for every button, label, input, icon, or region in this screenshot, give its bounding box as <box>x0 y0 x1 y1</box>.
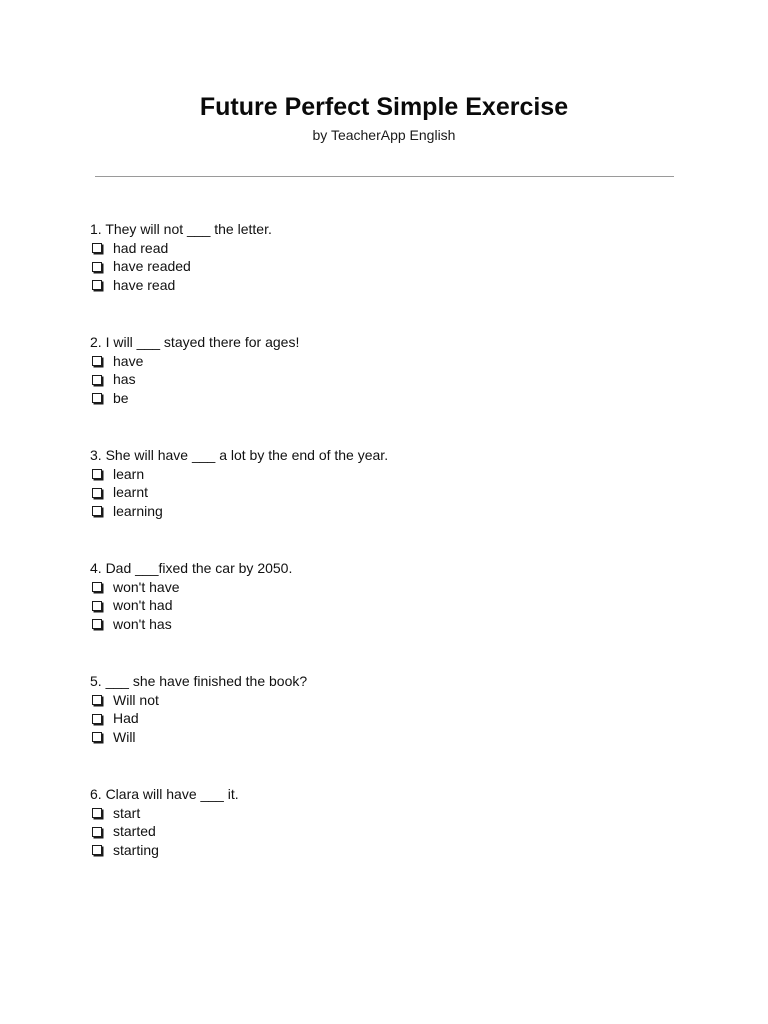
checkbox-icon[interactable] <box>92 506 102 516</box>
question-text: 6. Clara will have ___ it. <box>90 786 239 802</box>
checkbox-icon[interactable] <box>92 619 102 629</box>
question-text: 3. She will have ___ a lot by the end of the year. <box>90 447 389 463</box>
page-subtitle: by TeacherApp English <box>312 127 456 143</box>
option-label: have readed <box>113 258 191 275</box>
answer-option[interactable] <box>90 502 690 521</box>
checkbox-icon[interactable] <box>92 262 102 272</box>
checkbox-icon[interactable] <box>92 601 102 611</box>
answer-option[interactable] <box>90 483 690 502</box>
answer-option[interactable] <box>90 239 690 258</box>
answer-option[interactable] <box>90 465 690 484</box>
checkbox-icon[interactable] <box>92 582 102 592</box>
option-label: won't have <box>113 578 180 595</box>
checkbox-icon[interactable] <box>92 393 102 403</box>
checkbox-icon[interactable] <box>92 714 102 724</box>
answer-option[interactable] <box>90 352 690 371</box>
question-4 <box>90 559 690 634</box>
question-3 <box>90 446 690 521</box>
page-title: Future Perfect Simple Exercise <box>199 93 569 121</box>
option-label: have read <box>113 277 176 294</box>
checkbox-icon[interactable] <box>92 845 102 855</box>
option-label: Will not <box>113 691 159 708</box>
answer-option[interactable] <box>90 841 690 860</box>
answer-option[interactable] <box>90 389 690 408</box>
question-text: 5. ___ she have finished the book? <box>90 673 308 689</box>
option-label: had read <box>113 239 169 256</box>
question-1 <box>90 220 690 295</box>
option-label: learning <box>113 503 163 520</box>
checkbox-icon[interactable] <box>92 243 102 253</box>
answer-option[interactable] <box>90 578 690 597</box>
divider <box>95 176 674 177</box>
answer-option[interactable] <box>90 257 690 276</box>
option-label: has <box>113 371 136 388</box>
option-label: have <box>113 352 144 369</box>
question-2 <box>90 333 690 408</box>
checkbox-icon[interactable] <box>92 732 102 742</box>
checkbox-icon[interactable] <box>92 695 102 705</box>
checkbox-icon[interactable] <box>92 375 102 385</box>
checkbox-icon[interactable] <box>92 827 102 837</box>
option-label: Had <box>113 710 139 727</box>
answer-option[interactable] <box>90 691 690 710</box>
option-label: learn <box>113 465 145 482</box>
answer-option[interactable] <box>90 709 690 728</box>
answer-option[interactable] <box>90 596 690 615</box>
option-label: be <box>113 390 129 407</box>
checkbox-icon[interactable] <box>92 488 102 498</box>
answer-option[interactable] <box>90 276 690 295</box>
question-text: 2. I will ___ stayed there for ages! <box>90 334 300 350</box>
option-label: starting <box>113 842 159 859</box>
question-text: 1. They will not ___ the letter. <box>90 221 272 237</box>
question-text: 4. Dad ___fixed the car by 2050. <box>90 560 293 576</box>
option-label: started <box>113 823 156 840</box>
question-6 <box>90 785 690 860</box>
checkbox-icon[interactable] <box>92 469 102 479</box>
option-label: Will <box>113 729 136 746</box>
answer-option[interactable] <box>90 615 690 634</box>
checkbox-icon[interactable] <box>92 808 102 818</box>
answer-option[interactable] <box>90 804 690 823</box>
question-5 <box>90 672 690 747</box>
answer-option[interactable] <box>90 822 690 841</box>
option-label: start <box>113 804 141 821</box>
checkbox-icon[interactable] <box>92 280 102 290</box>
option-label: won't has <box>113 616 172 633</box>
option-label: won't had <box>113 597 173 614</box>
answer-option[interactable] <box>90 728 690 747</box>
checkbox-icon[interactable] <box>92 356 102 366</box>
option-label: learnt <box>113 484 149 501</box>
answer-option[interactable] <box>90 370 690 389</box>
